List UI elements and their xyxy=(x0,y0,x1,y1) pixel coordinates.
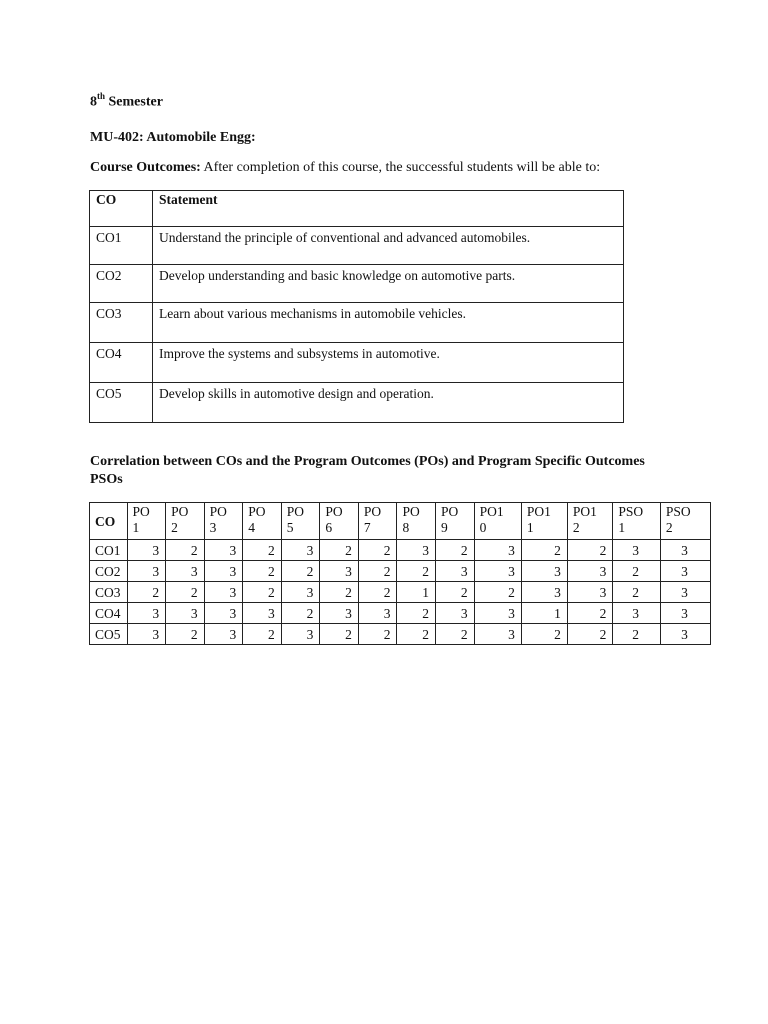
correlation-value-cell: 2 xyxy=(166,624,205,645)
outcome-header-part: 2 xyxy=(572,520,580,535)
course-title: MU-402: Automobile Engg: xyxy=(90,130,256,145)
semester-heading xyxy=(90,92,163,111)
correlation-value-cell: 3 xyxy=(660,540,710,561)
correlation-value-cell: 3 xyxy=(474,624,521,645)
statement-cell: Develop understanding and basic knowledge on automotive parts. xyxy=(153,265,624,303)
co-cell: CO4 xyxy=(90,343,153,383)
co-cell: CO1 xyxy=(90,540,128,561)
correlation-value-cell: 2 xyxy=(521,540,567,561)
outcome-header-part: 9 xyxy=(441,520,448,535)
outcome-column-header xyxy=(397,503,436,540)
outcome-header-part: PO xyxy=(286,504,305,519)
outcome-column-header xyxy=(243,503,282,540)
correlation-value-cell: 3 xyxy=(660,561,710,582)
outcome-header-part: PO xyxy=(132,504,150,519)
outcome-header-part: 7 xyxy=(363,520,371,535)
table-row xyxy=(90,383,624,423)
outcome-header-part: 6 xyxy=(325,520,333,535)
correlation-value-cell: 2 xyxy=(436,582,475,603)
correlation-value-cell: 3 xyxy=(397,540,436,561)
table-row xyxy=(90,561,711,582)
correlation-value-cell: 3 xyxy=(358,603,397,624)
outcome-column-header xyxy=(436,503,475,540)
course-outcomes-intro xyxy=(90,160,600,176)
table-row xyxy=(90,582,711,603)
outcome-column-header xyxy=(660,503,710,540)
table-row xyxy=(90,624,711,645)
correlation-value-cell: 3 xyxy=(320,603,359,624)
outcome-header-part: 1 xyxy=(618,520,626,535)
correlation-value-cell: 3 xyxy=(436,561,475,582)
correlation-value-cell: 2 xyxy=(613,624,661,645)
correlation-value-cell: 3 xyxy=(567,561,612,582)
correlation-value-cell: 2 xyxy=(358,582,397,603)
correlation-value-cell: 3 xyxy=(204,561,243,582)
correlation-value-cell: 2 xyxy=(613,561,661,582)
outcome-header-part: PO xyxy=(325,504,343,519)
correlation-value-cell: 1 xyxy=(521,603,567,624)
correlation-value-cell: 2 xyxy=(320,624,359,645)
course-outcomes-text: After completion of this course, the successful students will be able to: xyxy=(203,160,601,175)
correlation-value-cell: 2 xyxy=(397,603,436,624)
correlation-value-cell: 2 xyxy=(436,540,475,561)
co-cell: CO4 xyxy=(90,603,128,624)
correlation-value-cell: 3 xyxy=(613,603,661,624)
co-column-header: CO xyxy=(90,191,153,227)
statement-cell: Improve the systems and subsystems in automotive. xyxy=(153,343,624,383)
correlation-value-cell: 3 xyxy=(127,540,166,561)
outcome-header-part: 2 xyxy=(665,520,673,535)
correlation-table xyxy=(89,502,711,645)
outcome-header-part: PO xyxy=(171,504,189,519)
correlation-value-cell: 2 xyxy=(127,582,166,603)
table-header-row xyxy=(90,503,711,540)
table-header-row xyxy=(90,191,624,227)
outcome-column-header xyxy=(567,503,612,540)
correlation-value-cell: 3 xyxy=(204,603,243,624)
correlation-value-cell: 2 xyxy=(243,624,282,645)
semester-number: 8 xyxy=(90,94,97,110)
outcome-header-part: PO xyxy=(402,504,420,519)
correlation-value-cell: 2 xyxy=(281,561,320,582)
statement-column-header: Statement xyxy=(153,191,624,227)
outcome-column-header xyxy=(613,503,661,540)
outcome-header-part: 8 xyxy=(402,520,410,535)
table-row xyxy=(90,540,711,561)
correlation-value-cell: 2 xyxy=(521,624,567,645)
correlation-value-cell: 3 xyxy=(166,603,205,624)
outcome-header-part: PO1 xyxy=(479,504,504,519)
correlation-value-cell: 2 xyxy=(281,603,320,624)
correlation-value-cell: 2 xyxy=(397,624,436,645)
correlation-value-cell: 2 xyxy=(320,540,359,561)
outcome-header-part: 2 xyxy=(171,520,178,535)
correlation-value-cell: 3 xyxy=(320,561,359,582)
correlation-value-cell: 2 xyxy=(243,540,282,561)
correlation-value-cell: 2 xyxy=(358,561,397,582)
outcome-column-header xyxy=(521,503,567,540)
correlation-value-cell: 3 xyxy=(127,561,166,582)
correlation-value-cell: 3 xyxy=(660,603,710,624)
co-cell: CO2 xyxy=(90,265,153,303)
outcome-header-part: PO xyxy=(209,504,227,519)
correlation-value-cell: 1 xyxy=(397,582,436,603)
correlation-value-cell: 2 xyxy=(567,540,612,561)
outcome-header-part: PO xyxy=(248,504,266,519)
correlation-value-cell: 2 xyxy=(243,561,282,582)
correlation-value-cell: 3 xyxy=(436,603,475,624)
outcome-header-part: 4 xyxy=(248,520,255,535)
outcome-column-header xyxy=(166,503,205,540)
correlation-value-cell: 3 xyxy=(521,561,567,582)
outcome-header-part: PO1 xyxy=(572,504,597,519)
outcome-column-header xyxy=(127,503,166,540)
outcome-header-part: 0 xyxy=(479,520,487,535)
correlation-table-body xyxy=(90,540,711,645)
correlation-title: Correlation between COs and the Program Outcomes (POs) and Program Specific Outcomes PSOs xyxy=(90,454,645,487)
correlation-value-cell: 2 xyxy=(166,582,205,603)
course-outcomes-label: Course Outcomes: xyxy=(90,160,201,175)
correlation-value-cell: 2 xyxy=(166,540,205,561)
statement-cell: Develop skills in automotive design and operation. xyxy=(153,383,624,423)
co-cell: CO5 xyxy=(90,383,153,423)
correlation-value-cell: 3 xyxy=(474,561,521,582)
correlation-value-cell: 3 xyxy=(166,561,205,582)
correlation-value-cell: 3 xyxy=(660,624,710,645)
outcome-column-header xyxy=(474,503,521,540)
statement-cell: Learn about various mechanisms in automobile vehicles. xyxy=(153,303,624,343)
correlation-value-cell: 2 xyxy=(320,582,359,603)
correlation-value-cell: 3 xyxy=(613,540,661,561)
correlation-value-cell: 2 xyxy=(474,582,521,603)
outcome-column-header xyxy=(320,503,359,540)
correlation-value-cell: 3 xyxy=(567,582,612,603)
correlation-value-cell: 2 xyxy=(567,624,612,645)
outcome-header-part: PSO xyxy=(665,504,691,519)
correlation-value-cell: 3 xyxy=(521,582,567,603)
co-column-header: CO xyxy=(90,503,128,540)
outcome-column-header xyxy=(358,503,397,540)
co-cell: CO1 xyxy=(90,227,153,265)
correlation-value-cell: 2 xyxy=(358,540,397,561)
co-cell: CO3 xyxy=(90,303,153,343)
outcome-header-part: PSO xyxy=(618,504,644,519)
table-row xyxy=(90,303,624,343)
outcome-header-part: PO xyxy=(363,504,382,519)
correlation-value-cell: 2 xyxy=(567,603,612,624)
outcome-header-part: 3 xyxy=(209,520,217,535)
table-row xyxy=(90,343,624,383)
co-cell: CO3 xyxy=(90,582,128,603)
table-row xyxy=(90,603,711,624)
course-outcomes-table xyxy=(89,190,624,423)
correlation-value-cell: 3 xyxy=(204,624,243,645)
outcome-header-part: PO1 xyxy=(526,504,551,519)
outcome-header-part: PO xyxy=(441,504,459,519)
correlation-value-cell: 3 xyxy=(474,603,521,624)
outcome-column-header xyxy=(281,503,320,540)
outcome-column-header xyxy=(204,503,243,540)
outcome-header-part: 1 xyxy=(132,520,140,535)
correlation-value-cell: 3 xyxy=(204,540,243,561)
outcome-header-part: 5 xyxy=(286,520,294,535)
statement-cell: Understand the principle of conventional and advanced automobiles. xyxy=(153,227,624,265)
co-cell: CO5 xyxy=(90,624,128,645)
correlation-value-cell: 3 xyxy=(474,540,521,561)
correlation-value-cell: 3 xyxy=(127,603,166,624)
correlation-value-cell: 3 xyxy=(204,582,243,603)
correlation-value-cell: 2 xyxy=(436,624,475,645)
co-cell: CO2 xyxy=(90,561,128,582)
correlation-value-cell: 3 xyxy=(281,540,320,561)
outcome-header-part: 1 xyxy=(526,520,534,535)
correlation-value-cell: 2 xyxy=(397,561,436,582)
semester-word: Semester xyxy=(108,94,163,110)
correlation-value-cell: 2 xyxy=(358,624,397,645)
correlation-value-cell: 3 xyxy=(127,624,166,645)
table-row xyxy=(90,227,624,265)
correlation-value-cell: 3 xyxy=(243,603,282,624)
table-row xyxy=(90,265,624,303)
correlation-value-cell: 2 xyxy=(613,582,661,603)
correlation-value-cell: 3 xyxy=(660,582,710,603)
correlation-value-cell: 3 xyxy=(281,624,320,645)
correlation-value-cell: 2 xyxy=(243,582,282,603)
semester-ordinal: th xyxy=(97,91,106,101)
correlation-value-cell: 3 xyxy=(281,582,320,603)
